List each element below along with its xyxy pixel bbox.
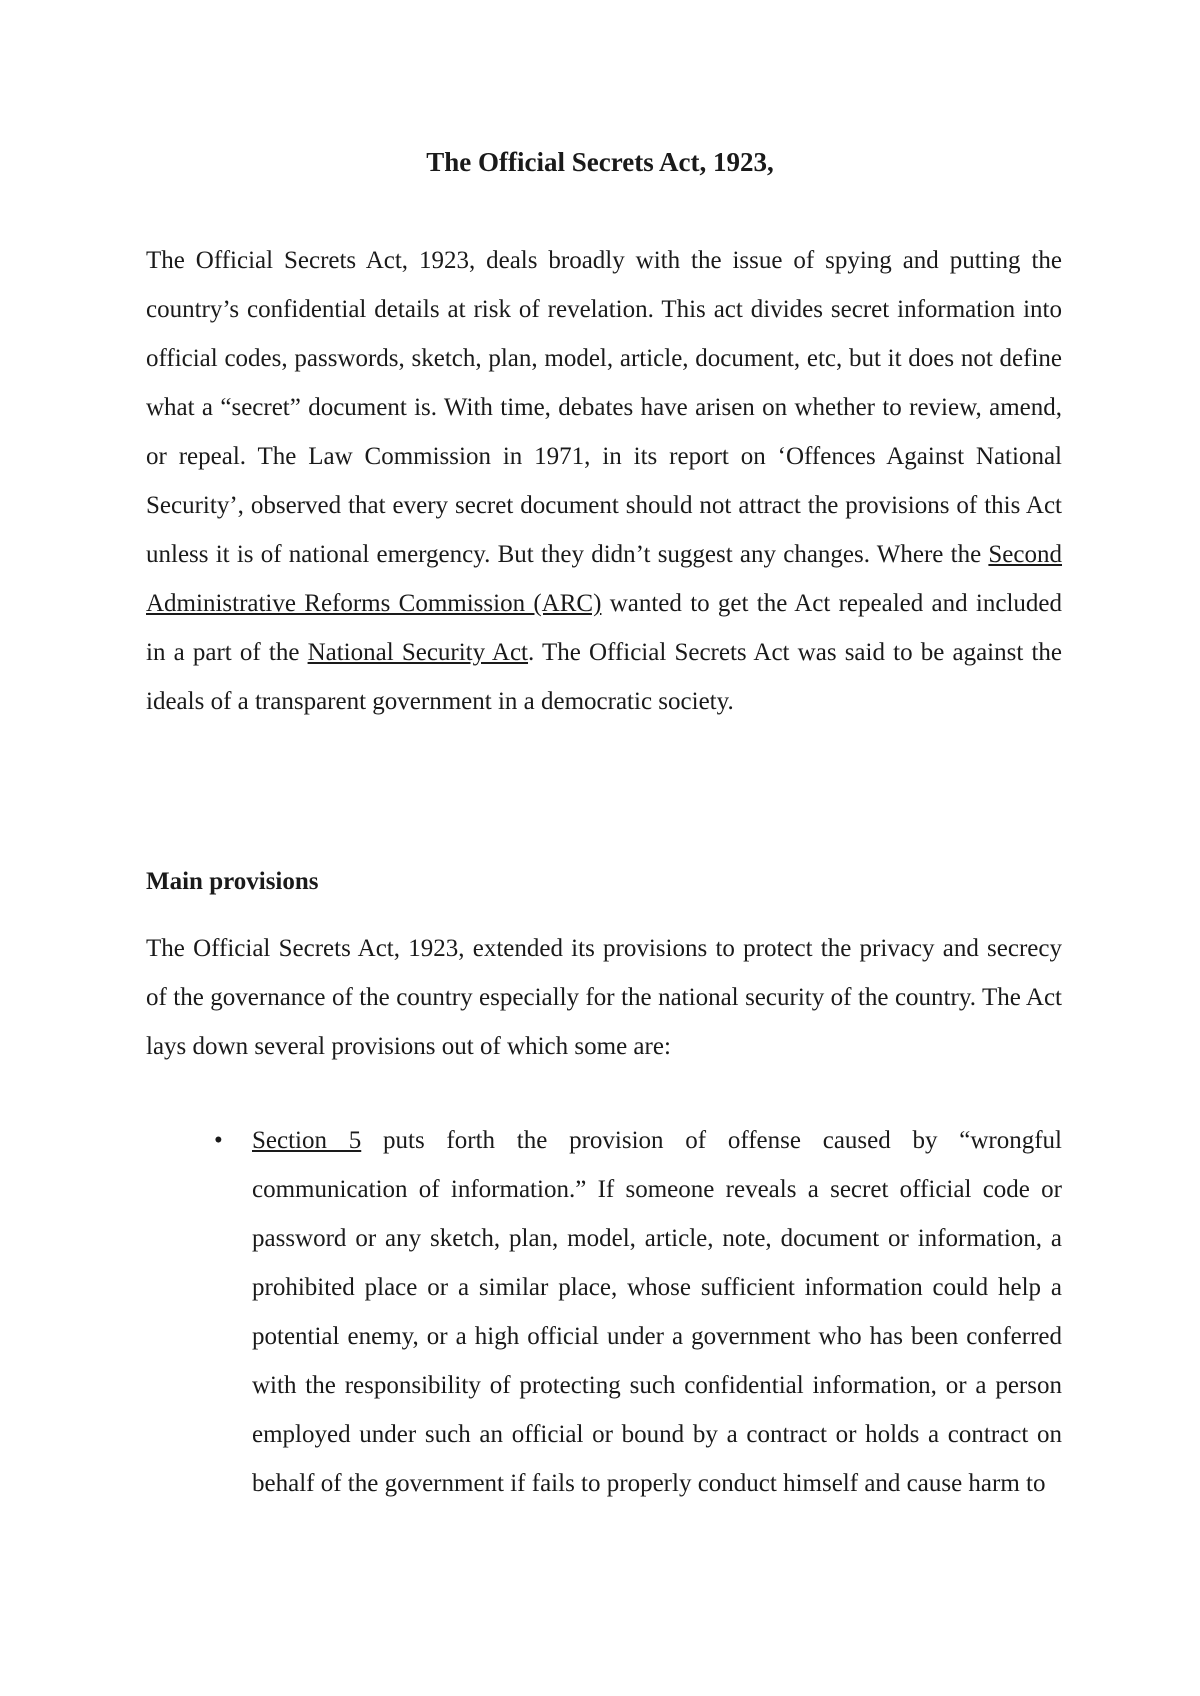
provisions-list	[146, 1116, 1062, 1508]
national-security-act-link[interactable]: National Security Act	[307, 639, 529, 666]
provisions-intro-paragraph: The Official Secrets Act, 1923, extended its provisions to protect the privacy and secrecy of the governance of the country especially for the national security of the country. The Act lays down several provisions out of which some are:	[146, 935, 1062, 1060]
intro-text-2: wanted to get the Act repealed and included in a part of the	[146, 590, 1063, 666]
section-heading: Main provisions	[146, 868, 319, 895]
intro-paragraph	[146, 236, 1062, 726]
intro-text-1: The Official Secrets Act, 1923, deals broadly with the issue of spying and putting the country’s confidential details at risk of revelation. This act divides secret information into official codes, passwords, sketch, plan, model, article, document, etc, but it does not define what a “secret” document is. With time, debates have arisen on whether to review, amend, or repeal. The Law Commission in 1971, in its report on ‘Offences Against National Security’, observed that every secret document should not attract the provisions of this Act unless it is of national emergency. But they didn’t suggest any changes. Where the	[146, 247, 1062, 568]
intro-text-3: . The Official Secrets Act was said to be against the ideals of a transparent government in a democratic society.	[146, 639, 1063, 715]
list-item-text: puts forth the provision of offense caused by “wrongful communication of information.” If someone reveals a secret official code or password or any sketch, plan, model, article, note, document or information, a prohibited place or a similar place, whose sufficient information could help a potential enemy, or a high official under a government who has been conferred with the responsibility of protecting such confidential information, or a person employed under such an official or bound by a contract or holds a contract on behalf of the government if fails to properly conduct himself and cause harm to	[252, 1127, 1062, 1497]
list-item	[146, 1116, 1062, 1508]
section-5-link[interactable]: Section 5	[252, 1127, 362, 1154]
document-title: The Official Secrets Act, 1923,	[426, 147, 774, 177]
bullet-icon: •	[214, 1127, 223, 1154]
arc-link[interactable]: Second Administrative Reforms Commission (ARC)	[146, 541, 1062, 617]
